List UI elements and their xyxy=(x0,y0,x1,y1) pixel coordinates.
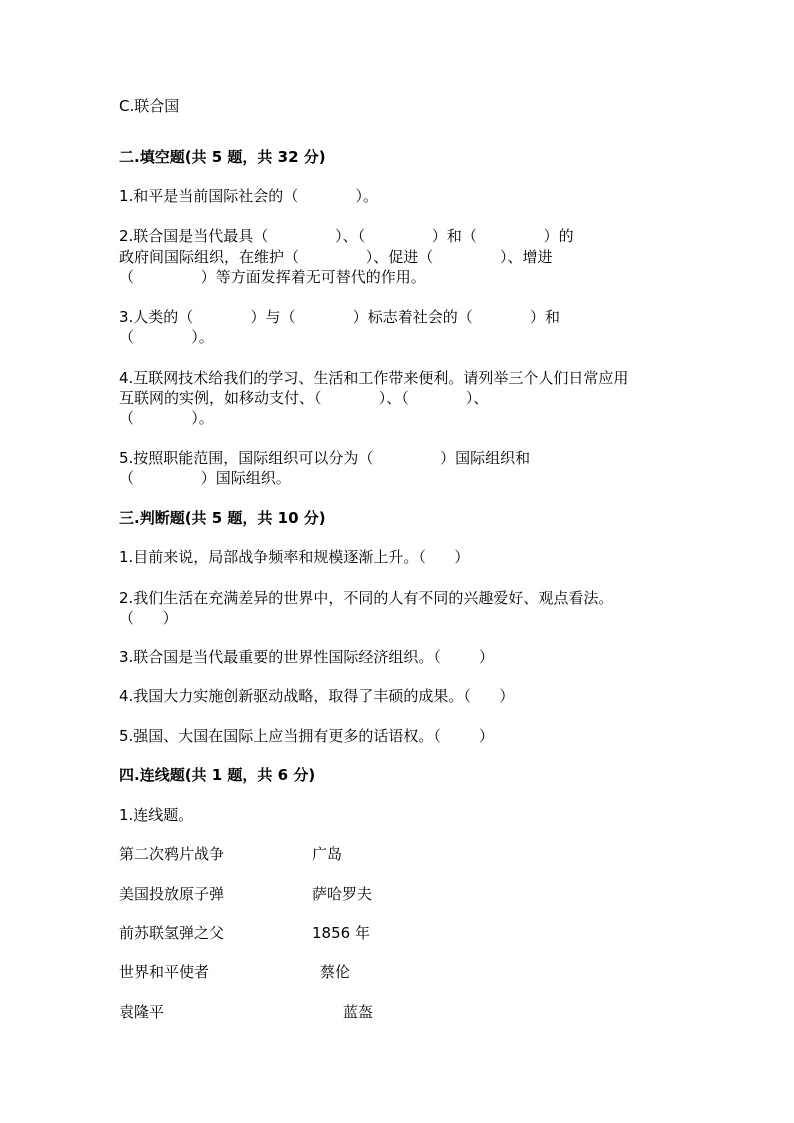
fill-question-5-line-2: （ ）国际组织。 xyxy=(119,469,291,487)
match-left-item: 前苏联氢弹之父 xyxy=(119,924,225,942)
section-3-heading: 三.判断题(共 5 题，共 10 分) xyxy=(119,509,326,527)
match-right-item: 广岛 xyxy=(312,845,343,863)
fill-question-3-line-2: （ ）。 xyxy=(119,328,214,346)
match-left-item: 袁隆平 xyxy=(119,1003,165,1021)
fill-question-4-line-2: 互联网的实例，如移动支付、（ ）、（ ）、 xyxy=(119,389,489,407)
fill-question-2-line-3: （ ）等方面发挥着无可替代的作用。 xyxy=(119,268,426,286)
judge-question-4: 4.我国大力实施创新驱动战略，取得了丰硕的成果。（ ） xyxy=(119,687,515,705)
match-right-item: 1856 年 xyxy=(312,924,370,942)
judge-question-2-line-2: （ ） xyxy=(119,609,178,627)
fill-question-4-line-3: （ ）。 xyxy=(119,409,214,427)
previous-option-c: C.联合国 xyxy=(119,97,180,115)
fill-question-2-line-1: 2.联合国是当代最具（ ）、（ ）和（ ）的 xyxy=(119,227,574,245)
fill-question-1: 1.和平是当前国际社会的（ ）。 xyxy=(119,187,379,205)
section-2-heading: 二.填空题(共 5 题，共 32 分) xyxy=(119,148,326,166)
match-left-item: 世界和平使者 xyxy=(119,963,210,981)
fill-question-2-line-2: 政府间国际组织，在维护（ ）、促进（ ）、增进 xyxy=(119,248,553,266)
match-left-item: 第二次鸦片战争 xyxy=(119,845,225,863)
match-right-item: 蓝盔 xyxy=(343,1003,374,1021)
judge-question-5: 5.强国、大国在国际上应当拥有更多的话语权。（ ） xyxy=(119,727,494,745)
match-right-item: 萨哈罗夫 xyxy=(312,885,373,903)
match-right-item: 蔡伦 xyxy=(320,963,351,981)
match-left-item: 美国投放原子弹 xyxy=(119,885,225,903)
match-question-1: 1.连线题。 xyxy=(119,806,194,824)
judge-question-2-line-1: 2.我们生活在充满差异的世界中，不同的人有不同的兴趣爱好、观点看法。 xyxy=(119,589,614,607)
judge-question-3: 3.联合国是当代最重要的世界性国际经济组织。（ ） xyxy=(119,648,494,666)
section-4-heading: 四.连线题(共 1 题，共 6 分) xyxy=(119,766,316,784)
fill-question-3-line-1: 3.人类的（ ）与（ ）标志着社会的（ ）和 xyxy=(119,308,560,326)
judge-question-1: 1.目前来说，局部战争频率和规模逐渐上升。（ ） xyxy=(119,548,470,566)
fill-question-5-line-1: 5.按照职能范围，国际组织可以分为（ ）国际组织和 xyxy=(119,449,531,467)
fill-question-4-line-1: 4.互联网技术给我们的学习、生活和工作带来便利。请列举三个人们日常应用 xyxy=(119,369,629,387)
